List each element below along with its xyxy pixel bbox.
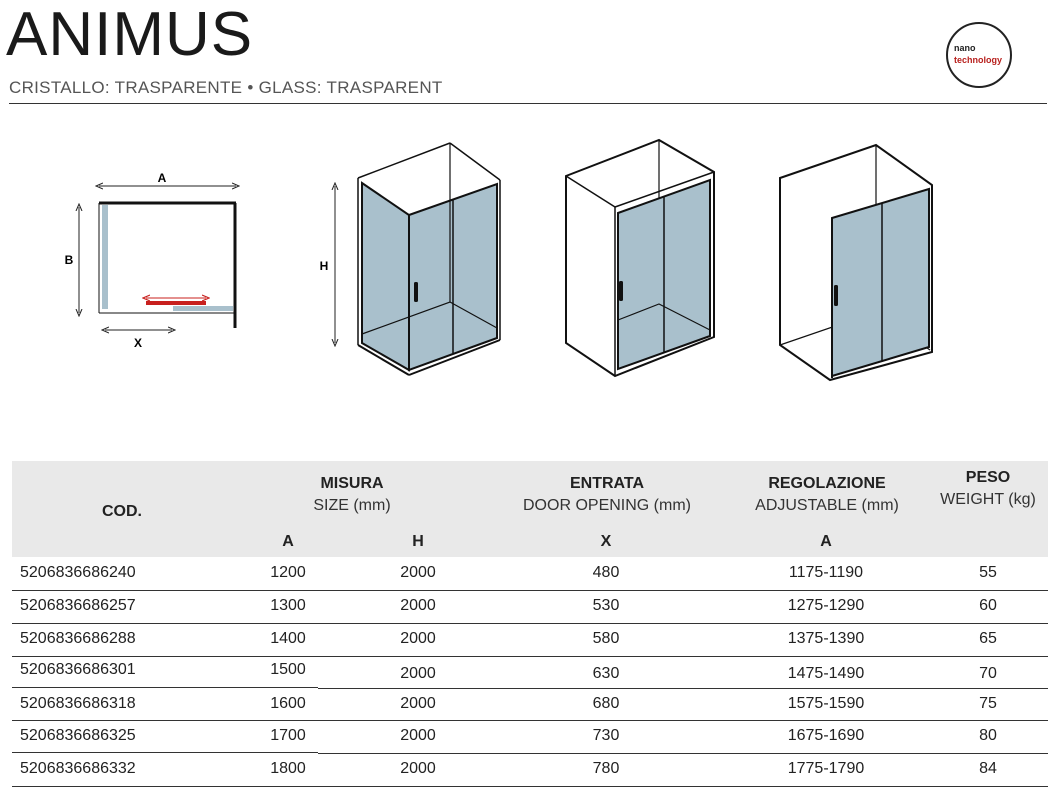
row-divider bbox=[12, 786, 1048, 787]
cell-h: 2000 bbox=[400, 630, 436, 647]
table-row bbox=[12, 655, 1048, 687]
cell-a: 1700 bbox=[270, 727, 306, 744]
table-row bbox=[12, 721, 1048, 753]
subheader-a: A bbox=[282, 533, 294, 550]
row-divider bbox=[12, 752, 318, 753]
cell-code: 5206836686325 bbox=[20, 727, 136, 744]
dimension-label-x: X bbox=[133, 336, 143, 350]
cell-adjustable: 1675-1690 bbox=[787, 727, 865, 744]
product-title: ANIMUS bbox=[6, 0, 254, 69]
glass-subtitle: CRISTALLO: TRASPARENTE • GLASS: TRASPARENT bbox=[9, 78, 443, 97]
cell-a: 1600 bbox=[270, 695, 306, 712]
dimension-label-b: B bbox=[64, 253, 74, 267]
row-divider bbox=[12, 687, 318, 688]
table-row bbox=[12, 591, 1048, 623]
cell-adjustable: 1575-1590 bbox=[787, 695, 865, 712]
header-divider bbox=[9, 103, 1047, 104]
cell-h: 2000 bbox=[400, 760, 436, 777]
subheader-x: X bbox=[600, 533, 612, 550]
cell-weight: 75 bbox=[979, 695, 997, 712]
cell-a: 1200 bbox=[270, 564, 306, 581]
cell-h: 2000 bbox=[400, 597, 436, 614]
cell-x: 780 bbox=[592, 760, 620, 777]
cell-x: 630 bbox=[592, 665, 620, 682]
dimension-label-h: H bbox=[319, 259, 329, 273]
perspective-view-corner bbox=[320, 143, 500, 375]
cell-x: 530 bbox=[592, 597, 620, 614]
dimension-label-a: A bbox=[157, 171, 167, 185]
cell-adjustable: 1775-1790 bbox=[787, 760, 865, 777]
table-row bbox=[12, 624, 1048, 656]
cell-adjustable: 1275-1290 bbox=[787, 597, 865, 614]
cell-weight: 55 bbox=[979, 564, 997, 581]
perspective-view-niche bbox=[566, 140, 714, 376]
cell-weight: 80 bbox=[979, 727, 997, 744]
col-header-adjustable: REGOLAZIONE ADJUSTABLE (mm) bbox=[755, 475, 899, 514]
cell-code: 5206836686318 bbox=[20, 695, 136, 712]
cell-h: 2000 bbox=[400, 695, 436, 712]
cell-adjustable: 1175-1190 bbox=[788, 564, 864, 581]
cell-h: 2000 bbox=[400, 727, 436, 744]
cell-h: 2000 bbox=[400, 564, 436, 581]
table-row bbox=[12, 754, 1048, 786]
subheader-h: H bbox=[412, 533, 424, 550]
cell-x: 680 bbox=[592, 695, 620, 712]
plan-view-diagram bbox=[65, 171, 236, 350]
col-header-size: MISURA SIZE (mm) bbox=[313, 475, 391, 514]
cell-code: 5206836686301 bbox=[20, 661, 136, 678]
cell-a: 1800 bbox=[270, 760, 306, 777]
cell-a: 1400 bbox=[270, 630, 306, 647]
cell-adjustable: 1475-1490 bbox=[787, 665, 865, 682]
cell-x: 480 bbox=[592, 564, 620, 581]
cell-a: 1500 bbox=[270, 661, 306, 678]
cell-code: 5206836686257 bbox=[20, 597, 136, 614]
cell-weight: 60 bbox=[979, 597, 997, 614]
cell-code: 5206836686240 bbox=[20, 564, 136, 581]
col-header-door-opening: ENTRATA DOOR OPENING (mm) bbox=[523, 475, 691, 514]
cell-adjustable: 1375-1390 bbox=[787, 630, 865, 647]
col-header-code: COD. bbox=[102, 503, 142, 520]
product-diagrams bbox=[0, 105, 1048, 445]
cell-a: 1300 bbox=[270, 597, 306, 614]
cell-weight: 70 bbox=[979, 665, 997, 682]
table-row bbox=[12, 689, 1048, 721]
subheader-adj-a: A bbox=[820, 533, 832, 550]
cell-weight: 84 bbox=[979, 760, 997, 777]
cell-x: 580 bbox=[592, 630, 620, 647]
badge-line-1: nano bbox=[954, 43, 976, 53]
cell-x: 730 bbox=[592, 727, 620, 744]
table-row bbox=[12, 558, 1048, 590]
cell-h: 2000 bbox=[400, 665, 436, 682]
cell-code: 5206836686332 bbox=[20, 760, 136, 777]
nano-technology-badge bbox=[946, 22, 1012, 88]
cell-code: 5206836686288 bbox=[20, 630, 136, 647]
col-header-weight: PESO WEIGHT (kg) bbox=[940, 469, 1036, 508]
cell-weight: 65 bbox=[979, 630, 997, 647]
badge-line-2: technology bbox=[954, 55, 1003, 65]
perspective-view-wall bbox=[780, 145, 932, 380]
